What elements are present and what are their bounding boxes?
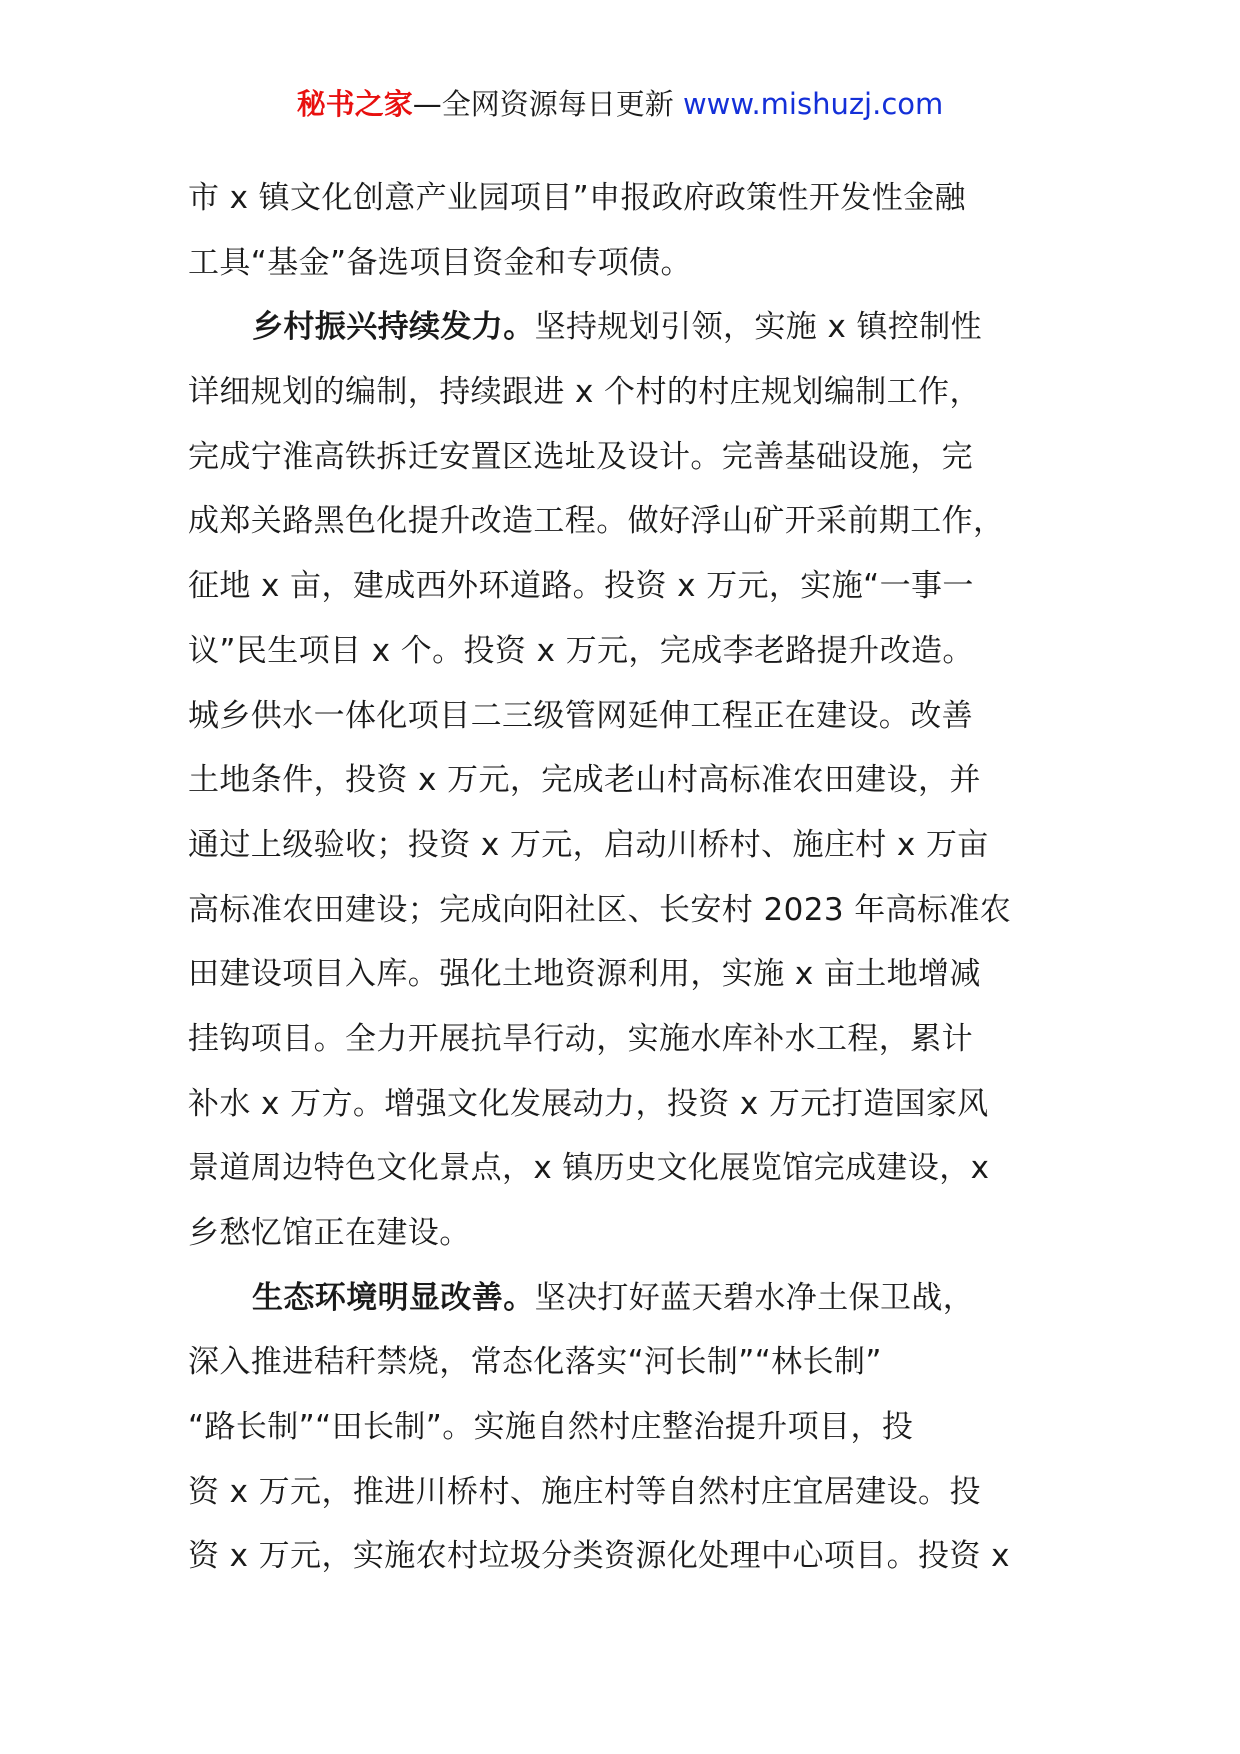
paragraph-2-line-9: 通过上级验收；投资 x 万元，启动川桥村、施庄村 x 万亩 bbox=[188, 826, 989, 863]
paragraph-2-line-1-text: 坚持规划引领，实施 x 镇控制性 bbox=[534, 309, 983, 346]
page-header bbox=[0, 84, 1240, 124]
paragraph-1-line-1: 市 x 镇文化创意产业园项目”申报政府政策性开发性金融 bbox=[188, 180, 966, 216]
header-url-link[interactable]: www.mishuzj.com bbox=[682, 87, 944, 121]
header-brand: 秘书之家 bbox=[296, 87, 413, 121]
paragraph-2-line-13: 补水 x 万方。增强文化发展动力，投资 x 万元打造国家风 bbox=[188, 1085, 989, 1122]
paragraph-3-line-5: 资 x 万元，实施农村垃圾分类资源化处理中心项目。投资 x bbox=[188, 1538, 1010, 1575]
header-tagline: —全网资源每日更新 bbox=[412, 87, 674, 121]
paragraph-2-line-2: 详细规划的编制，持续跟进 x 个村的村庄规划编制工作， bbox=[188, 374, 981, 411]
document-body bbox=[188, 166, 1070, 1589]
paragraph-3-line-1 bbox=[188, 1266, 1070, 1331]
paragraph-2-line-4: 成郑关路黑色化提升改造工程。做好浮山矿开采前期工作， bbox=[188, 503, 1005, 540]
paragraph-2-line-8: 土地条件，投资 x 万元，完成老山村高标准农田建设，并 bbox=[188, 762, 981, 799]
paragraph-2-line-3: 完成宁淮高铁拆迁安置区选址及设计。完善基础设施，完 bbox=[188, 438, 973, 475]
paragraph-2-line-15: 乡愁忆馆正在建设。 bbox=[188, 1215, 471, 1251]
paragraph-2-line-10: 高标准农田建设；完成向阳社区、长安村 2023 年高标准农 bbox=[188, 891, 1012, 928]
paragraph-2-line-14: 景道周边特色文化景点，x 镇历史文化展览馆完成建设，x bbox=[188, 1150, 990, 1187]
paragraph-1-line-2: 工具“基金”备选项目资金和专项债。 bbox=[188, 244, 692, 281]
paragraph-3-line-4: 资 x 万元，推进川桥村、施庄村等自然村庄宜居建设。投 bbox=[188, 1473, 981, 1510]
paragraph-2-line-7: 城乡供水一体化项目二三级管网延伸工程正在建设。改善 bbox=[188, 697, 973, 734]
paragraph-3-line-1-text: 坚决打好蓝天碧水净土保卫战， bbox=[534, 1279, 975, 1316]
paragraph-3-line-2: 深入推进秸秆禁烧，常态化落实“河长制”“林长制” bbox=[188, 1344, 882, 1381]
paragraph-2-line-5: 征地 x 亩，建成西外环道路。投资 x 万元，实施“一事一 bbox=[188, 568, 974, 605]
paragraph-3-line-3: “路长制”“田长制”。实施自然村庄整治提升项目，投 bbox=[188, 1409, 914, 1446]
section-heading-ecology: 生态环境明显改善。 bbox=[252, 1279, 535, 1316]
section-heading-rural-revitalization: 乡村振兴持续发力。 bbox=[252, 309, 535, 346]
paragraph-2-line-6: 议”民生项目 x 个。投资 x 万元，完成李老路提升改造。 bbox=[188, 632, 974, 669]
paragraph-2-line-1 bbox=[188, 295, 1070, 360]
paragraph-2-line-11: 田建设项目入库。强化土地资源利用，实施 x 亩土地增减 bbox=[188, 956, 981, 993]
paragraph-2-line-12: 挂钩项目。全力开展抗旱行动，实施水库补水工程，累计 bbox=[188, 1020, 973, 1057]
